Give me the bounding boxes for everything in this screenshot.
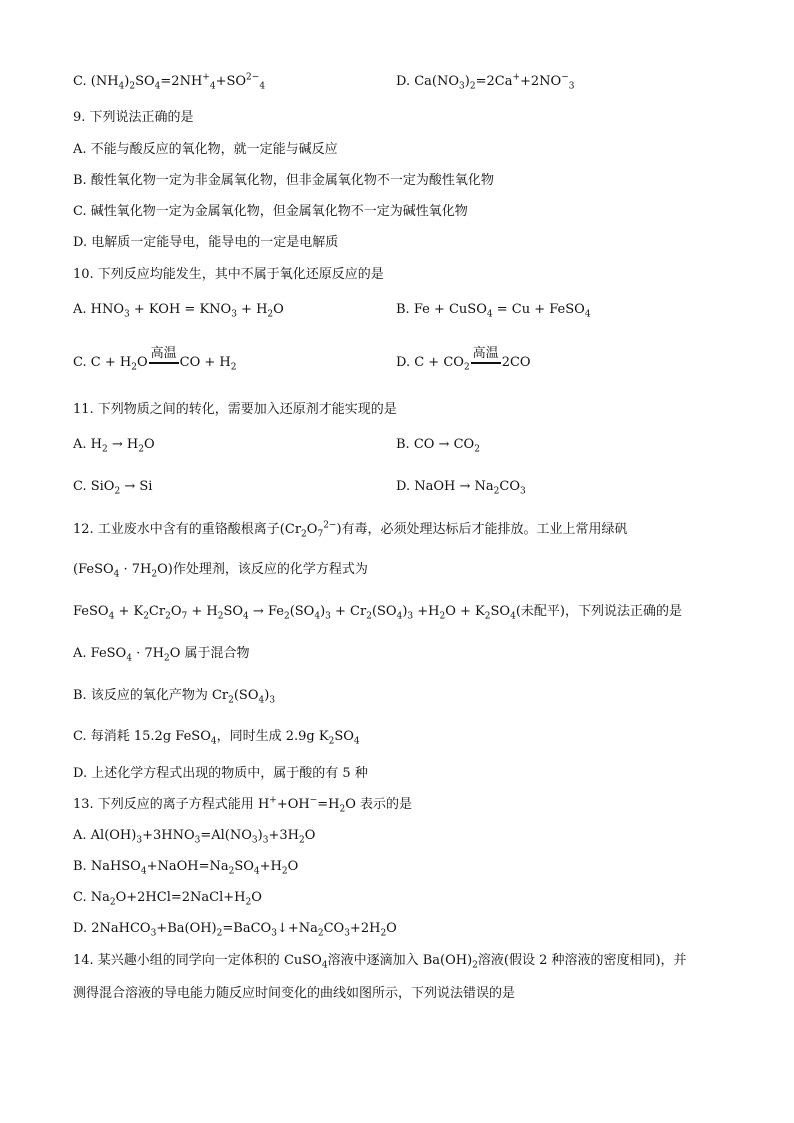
q10-option-d: D. $C + CO_2$ 高温 2CO	[396, 346, 531, 373]
q9-option-b: B. 酸性氧化物一定为非金属氧化物，但非金属氧化物不一定为酸性氧化物	[73, 173, 494, 188]
q11-stem: 11. 下列物质之间的转化，需要加入还原剂才能实现的是	[73, 402, 397, 417]
q11-option-a: A. $H_2 \to H_2O$	[73, 437, 155, 455]
reaction-condition: 高温	[471, 347, 501, 364]
q11-option-b: B. CO → $CO_2$	[396, 437, 480, 455]
q8-option-c: C. $(NH_4)_2SO_4=2NH^+_4+SO^{2-}_4$	[73, 72, 266, 92]
q12-option-b: B. 该反应的氧化产物为 $Cr_2(SO_4)_3$	[73, 688, 276, 706]
q14-stem-line1: 14. 某兴趣小组的同学向一定体积的 CuSO$_4$溶液中逐滴加入 $Ba(OH)_2$溶液(假设 2 种溶液的密度相同)，并	[73, 953, 687, 971]
q10-option-b: B. Fe + CuSO$_4$ = Cu + FeSO$_4$	[396, 302, 591, 320]
q14-stem-line2: 测得混合溶液的导电能力随反应时间变化的曲线如图所示，下列说法错误的是	[73, 986, 516, 1001]
q12-equation: FeSO$_4$ + $K_2Cr_2O_7 + H_2SO_4 \to Fe_2(SO_4)_3 + Cr_2(SO_4)_3 +H_2O + K_2SO_4$(未配平)，下列说法正确的是	[73, 604, 682, 622]
q10-option-c: C. $C + H_2O$ 高温 CO + $H_2$	[73, 346, 237, 373]
q13-option-b: B. $NaHSO_4+NaOH=Na_2SO_4+H_2O$	[73, 859, 299, 877]
q13-stem: 13. 下列反应的离子方程式能用 $H^++OH^-=H_2O$ 表示的是	[73, 795, 413, 815]
q9-option-d: D. 电解质一定能导电，能导电的一定是电解质	[73, 235, 339, 250]
q9-option-c: C. 碱性氧化物一定为金属氧化物，但金属氧化物不一定为碱性氧化物	[73, 204, 468, 219]
q12-option-d: D. 上述化学方程式出现的物质中，属于酸的有 5 种	[73, 766, 368, 781]
q11-option-c: C. SiO$_2$ → Si	[73, 479, 153, 497]
q10-option-a: A. $HNO_3$ + KOH = $KNO_3 + H_2O$	[73, 302, 284, 320]
q9-stem: 9. 下列说法正确的是	[73, 110, 194, 125]
q13-option-c: C. $Na_2O+2HCl=2NaCl+H_2O$	[73, 890, 262, 908]
q13-option-a: A. $Al(OH)_3+3HNO_3=Al(NO_3)_3+3H_2O$	[73, 828, 316, 846]
q12-stem-line2: (FeSO$_4$ · $7H_2O$)作处理剂，该反应的化学方程式为	[73, 562, 368, 580]
q9-option-a: A. 不能与酸反应的氧化物，就一定能与碱反应	[73, 142, 338, 157]
q11-option-d: D. NaOH → $Na_2CO_3$	[396, 479, 526, 497]
q13-option-d: D. $2NaHCO_3+Ba(OH)_2=BaCO_3↓+Na_2CO_3+2H_2O$	[73, 921, 397, 939]
q12-stem-line1: 12. 工业废水中含有的重铬酸根离子$(Cr_2O_7^{2-})$有毒，必须处理达标后才能排放。工业上常用绿矾	[73, 520, 628, 540]
q10-stem: 10. 下列反应均能发生，其中不属于氧化还原反应的是	[73, 267, 384, 282]
q8-option-d: D. $Ca(NO_3)_2=2Ca^++2NO^-_3$	[396, 72, 575, 92]
q12-option-a: A. FeSO$_4$ · $7H_2O$ 属于混合物	[73, 646, 250, 664]
reaction-condition: 高温	[149, 347, 179, 364]
q12-option-c: C. 每消耗 15.2g FeSO$_4$，同时生成 2.9g $K_2SO_4$	[73, 729, 360, 747]
